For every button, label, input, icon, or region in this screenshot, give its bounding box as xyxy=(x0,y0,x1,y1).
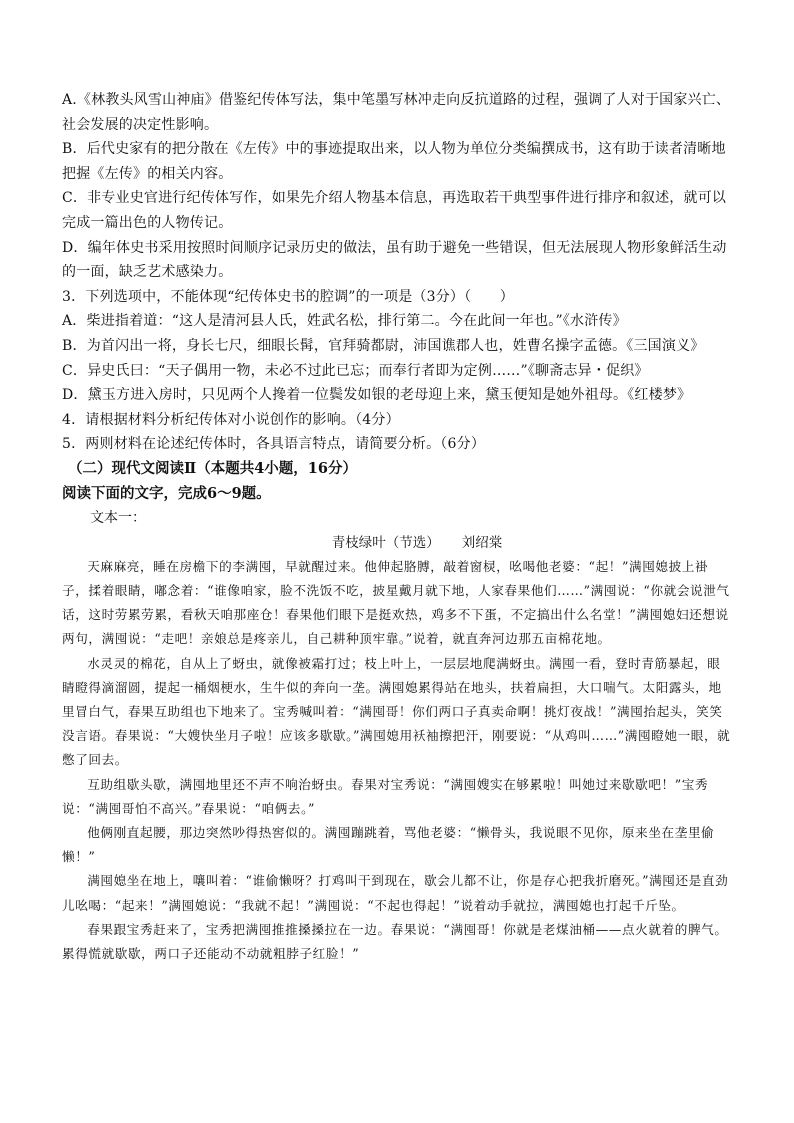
story-paragraph: 春果跟宝秀赶来了，宝秀把满囤推推搡搡拉在一边。春果说：“满囤哥！你就是老煤油桶——点火就着的脾气。累得慌就歇歇，两口子还能动不动就粗脖子红脸！” xyxy=(62,921,728,961)
reading-instruction: 阅读下面的文字，完成6～9题。 xyxy=(62,484,271,502)
option-2a: A.《林教头风雪山神庙》借鉴纪传体写法，集中笔墨写林冲走向反抗道路的过程，强调了人对于国家兴亡、社会发展的决定性影响。 xyxy=(62,92,731,133)
option-3c: C．异史氏曰：“天子偶用一物，未必不过此已忘；而奉行者即为定例……”《聊斋志异・促织》 xyxy=(62,362,649,379)
story-paragraph: 满囤媳坐在地上，嚷叫着：“谁偷懒呀？打鸡叫干到现在，歇会儿都不让，你是存心把我折磨死。”满囤还是直劲儿吆喝：“起来！”满囤媳说：“我就不起！”满囤说：“不起也得起！”说着动手就拉，满囤媳也打起千斤坠。 xyxy=(62,873,729,913)
question-5: 5．两则材料在论述纪传体时，各具语言特点，请简要分析。（6分） xyxy=(62,436,486,453)
option-3b: B．为首闪出一将，身长七尺，细眼长髯，官拜骑都尉，沛国谯郡人也，姓曹名操字孟德。《三国演义》 xyxy=(62,337,705,354)
story-paragraph: 天麻麻亮，睡在房檐下的李满囤，早就醒过来。他伸起胳膊，敲着窗棂，吆喝他老婆：“起！”满囤媳披上褂子，揉着眼睛，嘟念着：“谁像咱家，脸不洗饭不吃，披星戴月就下地，人家春果他们……”满囤说：“你就会说泄气话，这时劳累劳累，看秋天咱那座仓！春果他们眼下是挺欢热，鸡多不下蛋，不定搞出什么名堂！”满囤媳妇还想说两句，满囤说：“走吧！亲娘总是疼亲儿，自己耕种顶牢靠。”说着，就直奔河边那五亩棉花地。 xyxy=(62,558,730,647)
question-4: 4．请根据材料分析纪传体对小说创作的影响。（4分） xyxy=(62,411,400,428)
option-2d: D．编年体史书采用按照时间顺序记录历史的做法，虽有助于避免一些错误，但无法展现人物形象鲜活生动的一面，缺乏艺术感染力。 xyxy=(62,239,727,281)
option-3a: A．柴进指着道：“这人是清河县人氏，姓武名松，排行第二。今在此间一年也。”《水浒传》 xyxy=(62,313,627,330)
text-label: 文本一： xyxy=(90,510,146,527)
story-body xyxy=(62,555,732,966)
story-title-line xyxy=(62,531,732,555)
question-3-stem: 3．下列选项中，不能体现“纪传体史书的腔调”的一项是（3分）（ ） xyxy=(62,288,514,305)
story-paragraph: 水灵灵的棉花，自从上了蚜虫，就像被霜打过；枝上叶上，一层层地爬满蚜虫。满囤一看，登时青筋暴起，眼睛瞪得滴溜圆，提起一桶烟梗水，生牛似的奔向一垄。满囤媳累得站在地头，扶着扁担，大口喘气。太阳露头，地里冒白气，春果互助组也下地来了。宝秀喊叫着：“满囤哥！你们两口子真卖命啊！挑灯夜战！”满囤抬起头，笑笑没言语。春果说：“大嫂快坐月子啦！应该多歇歇。”满囤媳用袄袖擦把汗，刚要说：“从鸡叫……”满囤瞪她一眼，就憋了回去。 xyxy=(62,655,731,768)
story-title: 青枝绿叶（节选） xyxy=(331,534,440,551)
story-author: 刘绍棠 xyxy=(461,534,503,551)
question-3 xyxy=(62,285,732,408)
section-heading: （二）现代文阅读Ⅱ（本题共4小题，16分） xyxy=(68,459,357,477)
option-3d: D．黛玉方进入房时，只见两个人搀着一位鬓发如银的老母迎上来，黛玉便知是她外祖母。《红楼梦》 xyxy=(62,387,692,404)
option-2c: C．非专业史官进行纪传体写作，如果先介绍人物基本信息，再选取若干典型事件进行排序和叙述，就可以完成一篇出色的人物传记。 xyxy=(62,190,727,231)
story-paragraph: 互助组歇头歇，满囤地里还不声不响治蚜虫。春果对宝秀说：“满囤嫂实在够累啦！叫她过来歇歇吧！”宝秀说：“满囤哥怕不高兴。”春果说：“咱俩去。” xyxy=(62,776,709,816)
question-2-options xyxy=(62,88,732,285)
story-paragraph: 他俩刚直起腰，那边突然吵得热窖似的。满囤蹦跳着，骂他老婆：“懒骨头，我说眼不见你，原来坐在垄里偷懒！” xyxy=(62,824,715,865)
option-2b: B．后代史家有的把分散在《左传》中的事迹提取出来，以人物为单位分类编撰成书，这有助于读者清晰地把握《左传》的相关内容。 xyxy=(62,141,726,182)
